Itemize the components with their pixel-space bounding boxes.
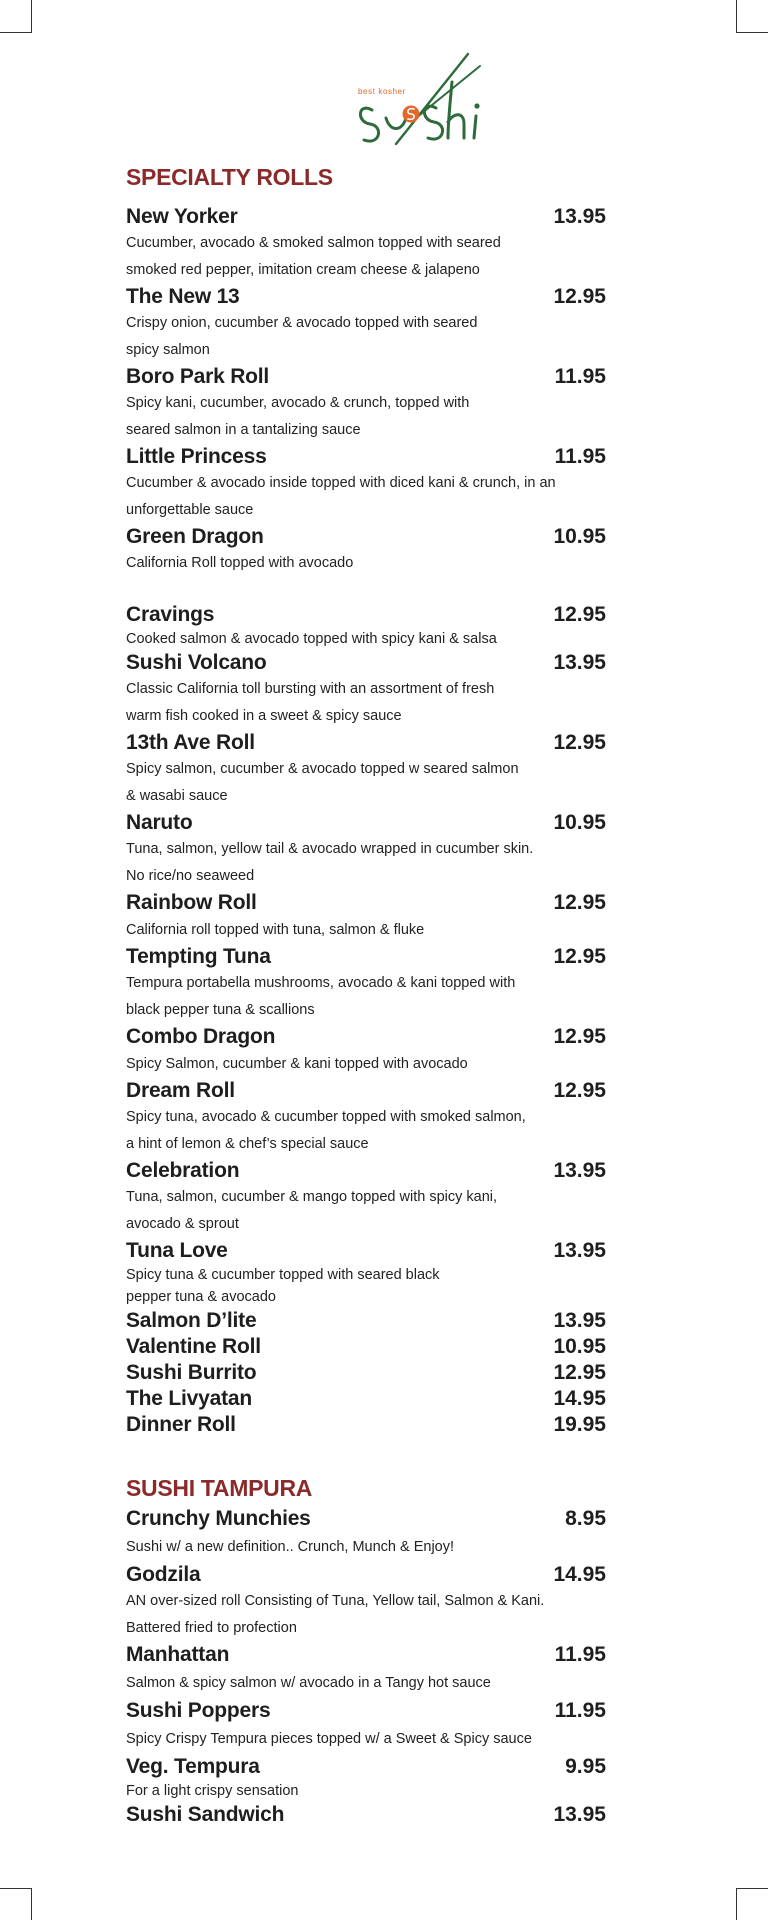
item-price: 12.95 [553,1025,606,1048]
item-price: 13.95 [553,1309,606,1332]
item-price: 11.95 [554,1699,606,1722]
item-name: Tempting Tuna [126,945,271,968]
item-name: Naruto [126,811,193,834]
item-description: Cucumber, avocado & smoked salmon topped with seared [126,235,501,251]
item-name: Sushi Burrito [126,1361,257,1384]
item-name: Veg. Tempura [126,1755,260,1778]
menu-item-veg-tempura [126,1754,606,1802]
item-name: Sushi Sandwich [126,1803,285,1826]
menu-item-rainbow-roll [126,890,606,944]
menu-item-valentine-roll [126,1334,606,1360]
item-description: For a light crispy sensation [126,1783,299,1799]
item-price: 9.95 [565,1755,606,1778]
item-description: Classic California toll bursting with an assortment of fresh [126,681,495,697]
menu-item-sushi-burrito [126,1360,606,1386]
item-name: Boro Park Roll [126,365,270,388]
item-name: Dream Roll [126,1079,235,1102]
item-description: Salmon & spicy salmon w/ avocado in a Tangy hot sauce [126,1675,491,1691]
menu-item-the-new-13 [126,284,606,364]
item-description: smoked red pepper, imitation cream cheese & jalapeno [126,262,480,278]
item-name: Godzila [126,1563,201,1586]
logo-tagline: best kosher [358,87,406,96]
item-price: 13.95 [553,651,606,674]
item-description: black pepper tuna & scallions [126,1002,315,1018]
menu-item-cravings [126,602,606,650]
menu-item-godzila [126,1562,606,1642]
menu-item-13th-ave-roll [126,730,606,810]
menu-item-combo-dragon [126,1024,606,1078]
item-price: 14.95 [553,1563,606,1586]
item-name: New Yorker [126,205,238,228]
crop-mark-bottom-right-h [736,1888,768,1889]
item-price: 12.95 [553,1361,606,1384]
item-name: Salmon D’lite [126,1309,257,1332]
menu-specialty-rolls [126,204,606,1438]
item-name: The Livyatan [126,1387,252,1410]
crop-mark-bottom-right-v [736,1888,737,1920]
item-price: 11.95 [554,365,606,388]
item-price: 11.95 [554,445,606,468]
menu-item-tempting-tuna [126,944,606,1024]
item-description: Spicy salmon, cucumber & avocado topped w seared salmon [126,761,519,777]
menu-item-little-princess [126,444,606,524]
item-description: AN over-sized roll Consisting of Tuna, Yellow tail, Salmon & Kani. [126,1593,545,1609]
item-description: Spicy Crispy Tempura pieces topped w/ a Sweet & Spicy sauce [126,1731,532,1747]
crop-mark-top-left-v [31,0,32,32]
item-description: California Roll topped with avocado [126,555,354,571]
item-price: 10.95 [553,1335,606,1358]
menu-item-sushi-volcano [126,650,606,730]
item-name: Manhattan [126,1643,230,1666]
item-description: Tuna, salmon, yellow tail & avocado wrapped in cucumber skin. [126,841,534,857]
menu-item-new-yorker [126,204,606,284]
item-name: Green Dragon [126,525,264,548]
item-price: 13.95 [553,205,606,228]
item-description: Spicy tuna, avocado & cucumber topped with smoked salmon, [126,1109,526,1125]
item-price: 12.95 [553,1079,606,1102]
menu-item-sushi-poppers [126,1698,606,1754]
item-price: 12.95 [553,945,606,968]
item-description: Cucumber & avocado inside topped with diced kani & crunch, in an [126,475,556,491]
section-title-specialty-rolls: SPECIALTY ROLLS [126,164,333,190]
item-name: Combo Dragon [126,1025,276,1048]
item-price: 12.95 [553,285,606,308]
item-name: The New 13 [126,285,240,308]
item-description: Tempura portabella mushrooms, avocado & kani topped with [126,975,516,991]
item-name: Sushi Volcano [126,651,267,674]
crop-mark-top-right-h [736,32,768,33]
item-name: Dinner Roll [126,1413,236,1436]
item-price: 12.95 [553,891,606,914]
item-description: Battered fried to profection [126,1620,297,1636]
item-price: 11.95 [554,1643,606,1666]
crop-mark-top-right-v [736,0,737,32]
item-description: unforgettable sauce [126,502,254,518]
section-title-sushi-tampura: SUSHI TAMPURA [126,1475,313,1501]
item-description: No rice/no seaweed [126,868,255,884]
menu-item-green-dragon [126,524,606,577]
item-price: 13.95 [553,1239,606,1262]
item-price: 13.95 [553,1803,606,1826]
item-price: 12.95 [553,731,606,754]
menu-item-naruto [126,810,606,890]
item-price: 10.95 [553,811,606,834]
item-price: 19.95 [553,1413,606,1436]
crop-mark-bottom-left-h [0,1888,32,1889]
crop-mark-top-left-h [0,32,32,33]
item-description: Spicy Salmon, cucumber & kani topped with avocado [126,1056,468,1072]
menu-item-salmon-dlite [126,1308,606,1334]
menu-item-tuna-love [126,1238,606,1308]
item-price: 12.95 [553,603,606,626]
item-description: spicy salmon [126,342,210,358]
menu-item-manhattan [126,1642,606,1698]
item-price: 10.95 [553,525,606,548]
item-description: warm fish cooked in a sweet & spicy sauce [126,708,402,724]
item-name: 13th Ave Roll [126,731,255,754]
item-description: Crispy onion, cucumber & avocado topped with seared [126,315,478,331]
menu-item-celebration [126,1158,606,1238]
item-description: avocado & sprout [126,1216,239,1232]
item-price: 13.95 [553,1159,606,1182]
item-description: a hint of lemon & chef’s special sauce [126,1136,369,1152]
item-description: Spicy tuna & cucumber topped with seared black [126,1267,440,1283]
item-description: Tuna, salmon, cucumber & mango topped with spicy kani, [126,1189,498,1205]
item-name: Crunchy Munchies [126,1507,311,1530]
item-description: California roll topped with tuna, salmon & fluke [126,922,425,938]
crop-mark-bottom-left-v [31,1888,32,1920]
item-name: Sushi Poppers [126,1699,271,1722]
item-name: Celebration [126,1159,240,1182]
item-name: Tuna Love [126,1239,228,1262]
item-name: Valentine Roll [126,1335,261,1358]
menu-item-boro-park-roll [126,364,606,444]
item-description: pepper tuna & avocado [126,1289,276,1305]
item-description: & wasabi sauce [126,788,228,804]
item-description: seared salmon in a tantalizing sauce [126,422,361,438]
menu-sushi-tampura [126,1506,606,1828]
menu-item-sushi-sandwich [126,1802,606,1828]
item-price: 8.95 [565,1507,606,1530]
item-price: 14.95 [553,1387,606,1410]
item-description: Spicy kani, cucumber, avocado & crunch, topped with [126,395,470,411]
menu-item-dinner-roll [126,1412,606,1438]
item-name: Rainbow Roll [126,891,257,914]
item-name: Little Princess [126,445,267,468]
item-description: Sushi w/ a new definition.. Crunch, Munch & Enjoy! [126,1539,455,1555]
item-name: Cravings [126,603,215,626]
item-description: Cooked salmon & avocado topped with spicy kani & salsa [126,631,497,647]
menu-item-the-livyatan [126,1386,606,1412]
menu-item-crunchy-munchies [126,1506,606,1562]
menu-item-dream-roll [126,1078,606,1158]
sushi-logo [350,52,500,148]
